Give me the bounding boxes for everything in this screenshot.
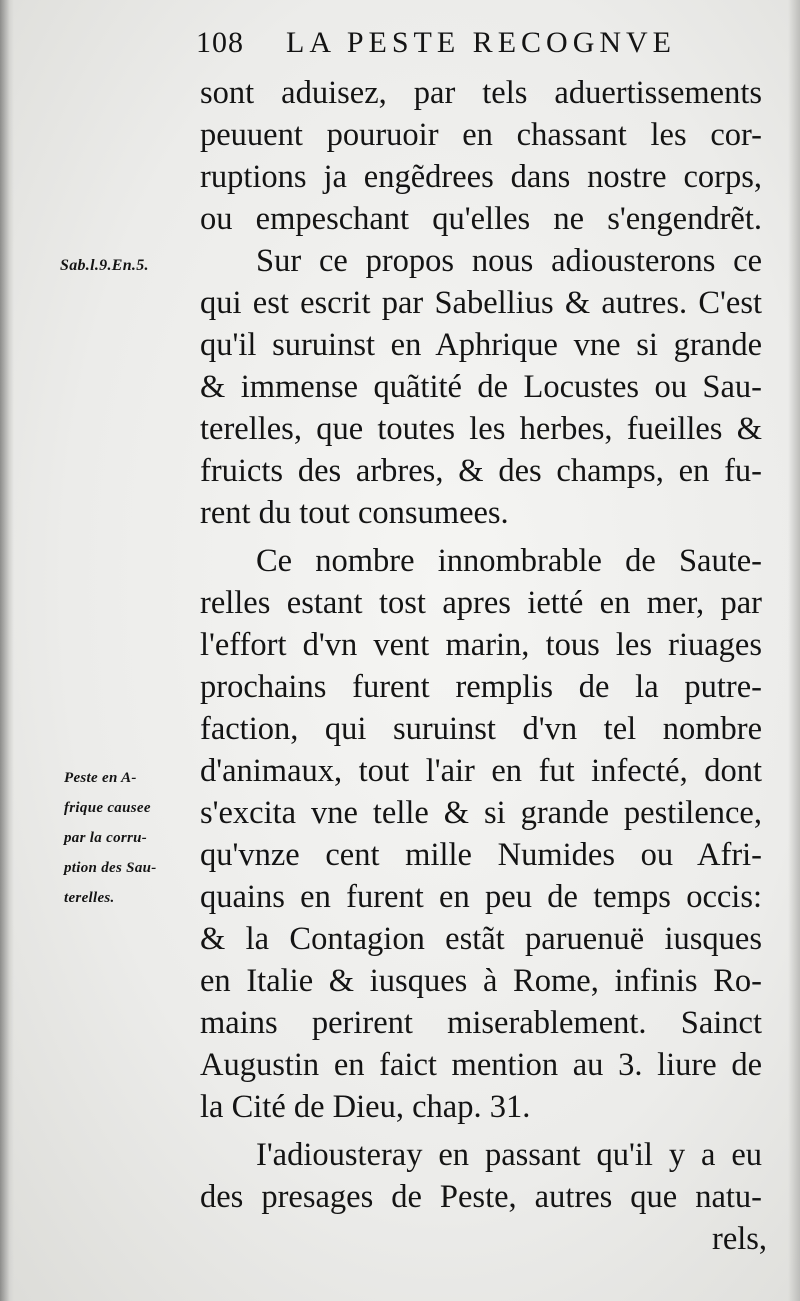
marginal-note-source: Sab.l.9.En.5. <box>60 257 149 274</box>
text-line: mains perirent miserablement. Sainct <box>200 1005 762 1041</box>
text-line: peuuent pouruoir en chassant les cor- <box>200 117 762 153</box>
text-line: qui est escrit par Sabellius & autres. C'est <box>200 285 762 321</box>
text-line: Sur ce propos nous adiousterons ce <box>256 243 762 279</box>
page-edge-shadow <box>788 0 800 1301</box>
text-line: qu'il suruinst en Aphrique vne si grande <box>200 327 762 363</box>
text-line: qu'vnze cent mille Numides ou Afri- <box>200 837 762 873</box>
text-line: ruptions ja engẽdrees dans nostre corps, <box>200 159 762 195</box>
text-line: l'effort d'vn vent marin, tous les riuages <box>200 627 762 663</box>
text-line: sont aduisez, par tels aduertissements <box>200 75 762 111</box>
text-line: I'adiousteray en passant qu'il y a eu <box>256 1137 762 1173</box>
marginal-note: terelles. <box>64 890 115 906</box>
text-line: rent du tout consumees. <box>200 495 509 531</box>
text-line: & la Contagion estãt paruenuë iusques <box>200 921 762 957</box>
text-line: ou empeschant qu'elles ne s'engendrẽt. <box>200 201 762 237</box>
page-gutter-shadow <box>0 0 14 1301</box>
text-line: Ce nombre innombrable de Saute- <box>256 543 762 579</box>
page-number: 108 <box>196 26 244 59</box>
page-header <box>196 26 676 60</box>
text-line: s'excita vne telle & si grande pestilence, <box>200 795 762 831</box>
text-line: fruicts des arbres, & des champs, en fu- <box>200 453 762 489</box>
text-line: rels, <box>712 1221 768 1257</box>
text-line: faction, qui suruinst d'vn tel nombre <box>200 711 762 747</box>
text-line: prochains furent remplis de la putre- <box>200 669 762 705</box>
marginal-note: frique causee <box>64 800 151 816</box>
text-line: & immense quãtité de Locustes ou Sau- <box>200 369 762 405</box>
text-line: relles estant tost apres ietté en mer, par <box>200 585 762 621</box>
text-line: la Cité de Dieu, chap. 31. <box>200 1089 531 1125</box>
marginal-note: ption des Sau- <box>64 860 157 876</box>
text-line: d'animaux, tout l'air en fut infecté, dont <box>200 753 762 789</box>
text-line: terelles, que toutes les herbes, fueilles & <box>200 411 762 447</box>
text-line: des presages de Peste, autres que natu- <box>200 1179 762 1215</box>
text-line: Augustin en faict mention au 3. liure de <box>200 1047 762 1083</box>
text-line: quains en furent en peu de temps occis: <box>200 879 762 915</box>
marginal-note: par la corru- <box>64 830 148 846</box>
marginal-note: Peste en A- <box>64 770 137 786</box>
text-line: en Italie & iusques à Rome, infinis Ro- <box>200 963 762 999</box>
running-title: LA PESTE RECOGNVE <box>286 26 677 59</box>
